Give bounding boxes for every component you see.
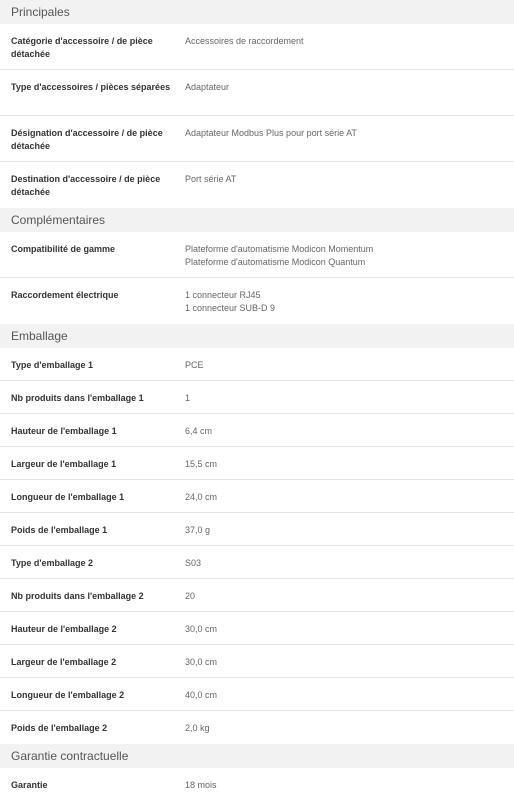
spec-value bbox=[185, 458, 514, 479]
spec-label: Garantie bbox=[11, 780, 48, 790]
spec-value bbox=[185, 623, 514, 644]
spec-value bbox=[185, 524, 514, 545]
spec-value bbox=[185, 35, 514, 69]
spec-value-line: 15,5 cm bbox=[185, 459, 218, 469]
spec-value-line: 6,4 cm bbox=[185, 426, 213, 436]
spec-row bbox=[0, 381, 514, 414]
spec-label: Largeur de l'emballage 2 bbox=[11, 657, 117, 667]
spec-value bbox=[185, 779, 514, 793]
spec-value bbox=[185, 289, 514, 324]
section-4 bbox=[0, 744, 514, 793]
spec-label: Largeur de l'emballage 1 bbox=[11, 459, 117, 469]
section-header: Complémentaires bbox=[0, 208, 514, 232]
spec-row bbox=[0, 513, 514, 546]
spec-row bbox=[0, 414, 514, 447]
spec-label: Nb produits dans l'emballage 2 bbox=[11, 591, 144, 601]
spec-value bbox=[185, 127, 514, 161]
spec-value-line: Adaptateur Modbus Plus pour port série AT bbox=[185, 128, 357, 138]
spec-value-line: 30,0 cm bbox=[185, 624, 218, 634]
spec-value-line: 1 bbox=[185, 393, 191, 403]
spec-value-line: Accessoires de raccordement bbox=[185, 36, 304, 46]
spec-label: Longueur de l'emballage 2 bbox=[11, 690, 125, 700]
spec-row bbox=[0, 546, 514, 579]
spec-value bbox=[185, 656, 514, 677]
section-header: Garantie contractuelle bbox=[0, 744, 514, 768]
spec-label: Destination d'accessoire / de pièce détachée bbox=[11, 174, 161, 197]
spec-value bbox=[185, 425, 514, 446]
spec-row bbox=[0, 447, 514, 480]
spec-label: Hauteur de l'emballage 1 bbox=[11, 426, 117, 436]
spec-value-line: 30,0 cm bbox=[185, 657, 218, 667]
spec-value-line: 24,0 cm bbox=[185, 492, 218, 502]
spec-label: Compatibilité de gamme bbox=[11, 244, 116, 254]
spec-value-line: 1 connecteur SUB-D 9 bbox=[185, 303, 276, 313]
spec-label: Catégorie d'accessoire / de pièce détachée bbox=[11, 36, 153, 59]
section-header: Emballage bbox=[0, 324, 514, 348]
section-header: Principales bbox=[0, 0, 514, 24]
spec-row bbox=[0, 348, 514, 381]
spec-label: Désignation d'accessoire / de pièce détachée bbox=[11, 128, 163, 151]
spec-row bbox=[0, 768, 514, 793]
spec-value-line: 1 connecteur RJ45 bbox=[185, 290, 261, 300]
spec-row bbox=[0, 24, 514, 70]
spec-value bbox=[185, 590, 514, 611]
spec-row bbox=[0, 70, 514, 116]
spec-value-line: Plateforme d'automatisme Modicon Quantum bbox=[185, 257, 366, 267]
spec-value bbox=[185, 359, 514, 380]
spec-label: Type d'emballage 2 bbox=[11, 558, 94, 568]
spec-value-line: Port série AT bbox=[185, 174, 237, 184]
spec-row bbox=[0, 645, 514, 678]
spec-value-line: Plateforme d'automatisme Modicon Momentum bbox=[185, 244, 374, 254]
spec-value-line: S03 bbox=[185, 558, 202, 568]
spec-value-line: 2,0 kg bbox=[185, 723, 210, 733]
spec-value-line: 20 bbox=[185, 591, 196, 601]
spec-row bbox=[0, 678, 514, 711]
spec-row bbox=[0, 116, 514, 162]
spec-value-line: 37,0 g bbox=[185, 525, 211, 535]
spec-value bbox=[185, 689, 514, 710]
spec-label: Raccordement électrique bbox=[11, 290, 119, 300]
spec-value-line: 18 mois bbox=[185, 780, 217, 790]
section-1 bbox=[0, 0, 514, 208]
spec-row bbox=[0, 232, 514, 278]
spec-value-line: 40,0 cm bbox=[185, 690, 218, 700]
spec-value bbox=[185, 722, 514, 744]
spec-value-line: PCE bbox=[185, 360, 204, 370]
spec-row bbox=[0, 612, 514, 645]
spec-value bbox=[185, 81, 514, 115]
spec-row bbox=[0, 711, 514, 744]
spec-value bbox=[185, 491, 514, 512]
spec-label: Poids de l'emballage 1 bbox=[11, 525, 108, 535]
spec-row bbox=[0, 579, 514, 612]
spec-value-line: Adaptateur bbox=[185, 82, 230, 92]
spec-value bbox=[185, 557, 514, 578]
spec-label: Poids de l'emballage 2 bbox=[11, 723, 108, 733]
spec-row bbox=[0, 162, 514, 208]
spec-row bbox=[0, 480, 514, 513]
spec-label: Type d'emballage 1 bbox=[11, 360, 94, 370]
spec-label: Hauteur de l'emballage 2 bbox=[11, 624, 117, 634]
section-3 bbox=[0, 324, 514, 744]
spec-row bbox=[0, 278, 514, 324]
spec-label: Type d'accessoires / pièces séparées bbox=[11, 82, 171, 92]
spec-value bbox=[185, 392, 514, 413]
spec-value bbox=[185, 243, 514, 277]
spec-label: Longueur de l'emballage 1 bbox=[11, 492, 125, 502]
spec-value bbox=[185, 173, 514, 208]
spec-label: Nb produits dans l'emballage 1 bbox=[11, 393, 144, 403]
section-2 bbox=[0, 208, 514, 324]
